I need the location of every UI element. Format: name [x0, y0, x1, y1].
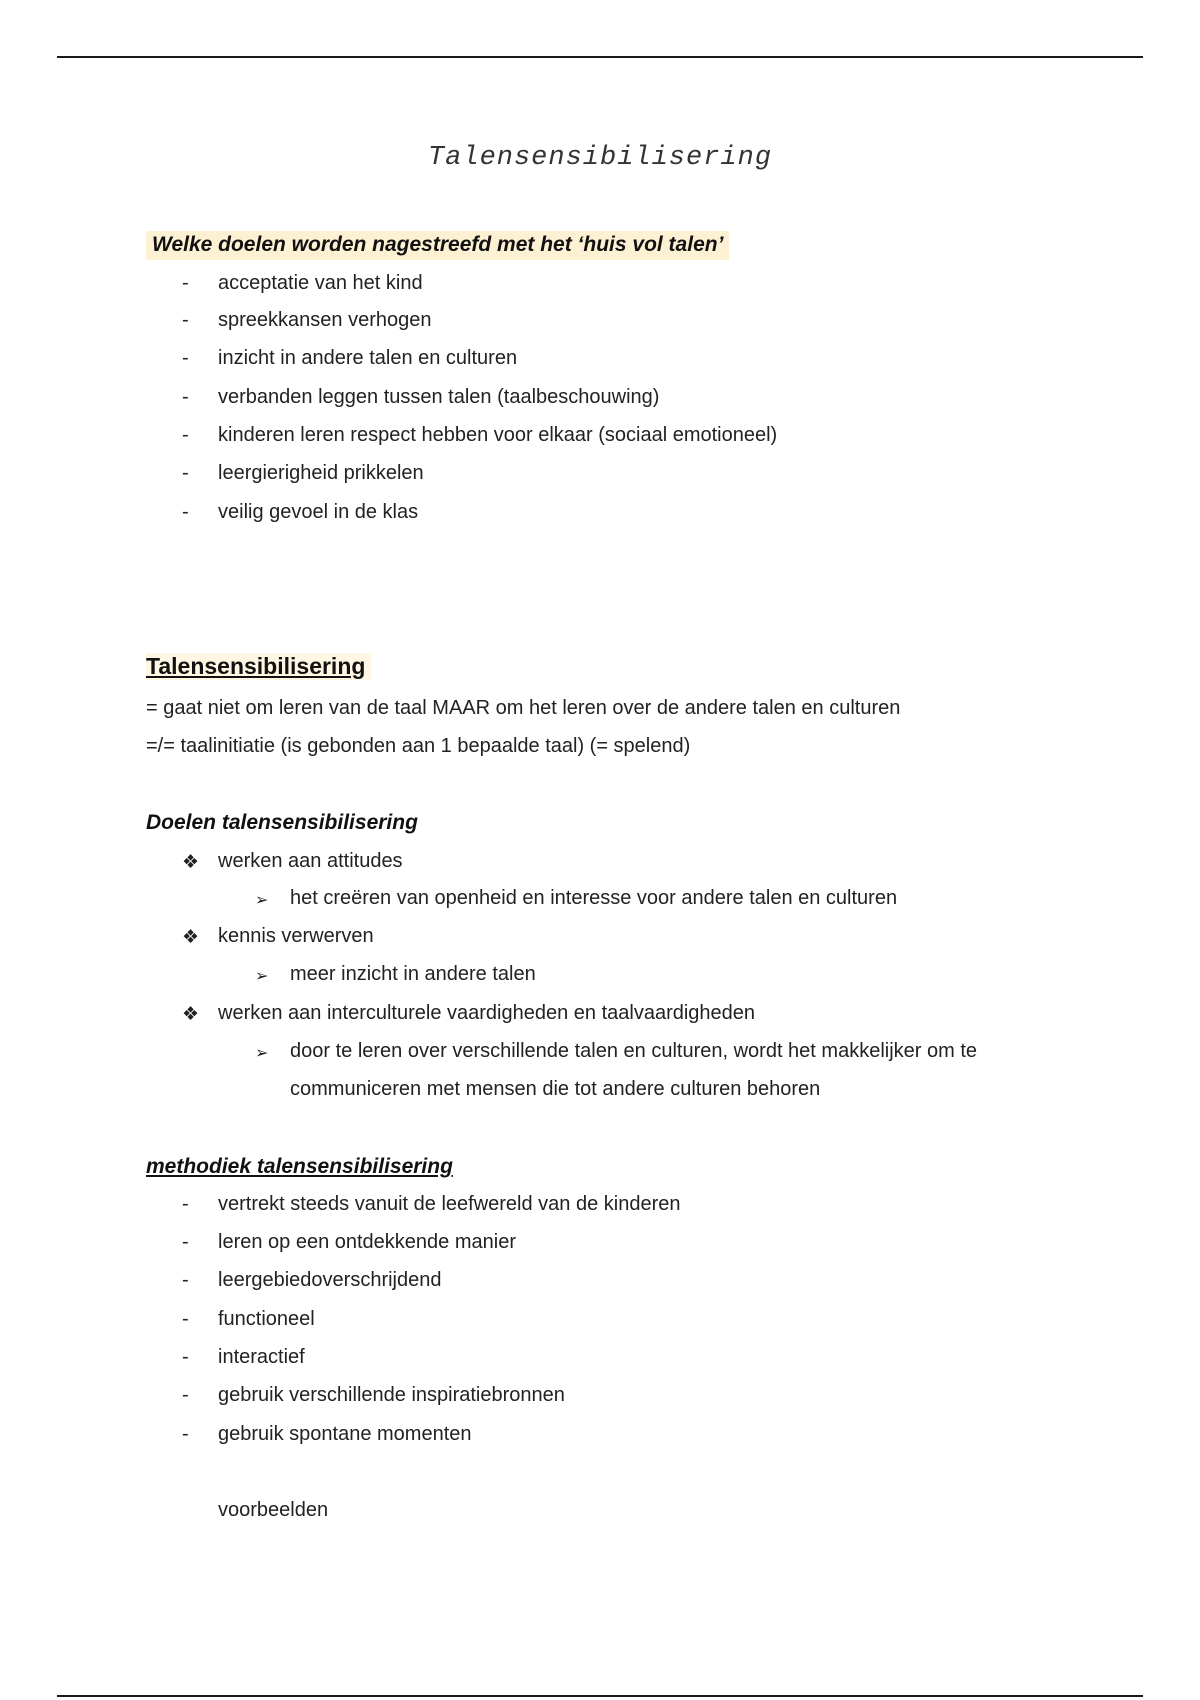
- dash-bullet: -: [182, 347, 189, 369]
- list-item: interactief: [218, 1346, 305, 1368]
- list-item: gebruik verschillende inspiratiebronnen: [218, 1384, 565, 1406]
- goal-item: werken aan interculturele vaardigheden en taalvaardigheden: [218, 1002, 756, 1024]
- page-title: Talensensibilisering: [427, 143, 773, 173]
- goal-subitem: het creëren van openheid en interesse voor andere talen en culturen: [290, 887, 898, 909]
- arrow-bullet-icon: ➢: [255, 892, 269, 909]
- dash-bullet: -: [182, 1193, 189, 1215]
- bottom-rule: [57, 1695, 1143, 1697]
- list-item: leergierigheid prikkelen: [218, 462, 424, 484]
- dash-bullet: -: [182, 272, 189, 294]
- goal-subitem: meer inzicht in andere talen: [290, 963, 536, 985]
- list-item: leren op een ontdekkende manier: [218, 1231, 516, 1253]
- dash-bullet: -: [182, 1384, 189, 1406]
- top-rule: [57, 56, 1143, 58]
- list-item: vertrekt steeds vanuit de leefwereld van de kinderen: [218, 1193, 681, 1215]
- dash-bullet: -: [182, 501, 189, 523]
- contrast-line: =/= taalinitiatie (is gebonden aan 1 bepaalde taal) (= spelend): [146, 735, 691, 757]
- dash-bullet: -: [182, 1231, 189, 1253]
- diamond-bullet-icon: ❖: [182, 1004, 200, 1025]
- dash-bullet: -: [182, 1346, 189, 1368]
- definition-line: = gaat niet om leren van de taal MAAR om het leren over de andere talen en culturen: [146, 697, 901, 719]
- goal-item: werken aan attitudes: [218, 850, 403, 872]
- diamond-bullet-icon: ❖: [182, 927, 200, 948]
- list-item: functioneel: [218, 1308, 315, 1330]
- dash-bullet: -: [182, 309, 189, 331]
- goal-subitem: door te leren over verschillende talen en culturen, wordt het makkelijker om te: [290, 1040, 978, 1062]
- dash-bullet: -: [182, 1269, 189, 1291]
- goal-item: kennis verwerven: [218, 925, 374, 947]
- dash-bullet: -: [182, 386, 189, 408]
- list-item: inzicht in andere talen en culturen: [218, 347, 518, 369]
- dash-bullet: -: [182, 462, 189, 484]
- examples-label: voorbeelden: [218, 1499, 329, 1521]
- talensensibilisering-heading: Talensensibilisering: [146, 653, 371, 680]
- dash-bullet: -: [182, 1308, 189, 1330]
- list-item: veilig gevoel in de klas: [218, 501, 419, 523]
- diamond-bullet-icon: ❖: [182, 852, 200, 873]
- list-item: verbanden leggen tussen talen (taalbeschouwing): [218, 386, 660, 408]
- list-item: acceptatie van het kind: [218, 272, 423, 294]
- arrow-bullet-icon: ➢: [255, 1045, 269, 1062]
- list-item: kinderen leren respect hebben voor elkaar (sociaal emotioneel): [218, 424, 778, 446]
- method-subheading: methodiek talensensibilisering: [146, 1155, 453, 1178]
- arrow-bullet-icon: ➢: [255, 968, 269, 985]
- goals-question-heading: Welke doelen worden nagestreefd met het ‘huis vol talen’: [146, 231, 729, 260]
- goal-subitem-continuation: communiceren met mensen die tot andere culturen behoren: [290, 1078, 821, 1100]
- dash-bullet: -: [182, 1423, 189, 1445]
- dash-bullet: -: [182, 424, 189, 446]
- list-item: leergebiedoverschrijdend: [218, 1269, 442, 1291]
- goals-subheading: Doelen talensensibilisering: [146, 811, 418, 834]
- list-item: gebruik spontane momenten: [218, 1423, 472, 1445]
- list-item: spreekkansen verhogen: [218, 309, 432, 331]
